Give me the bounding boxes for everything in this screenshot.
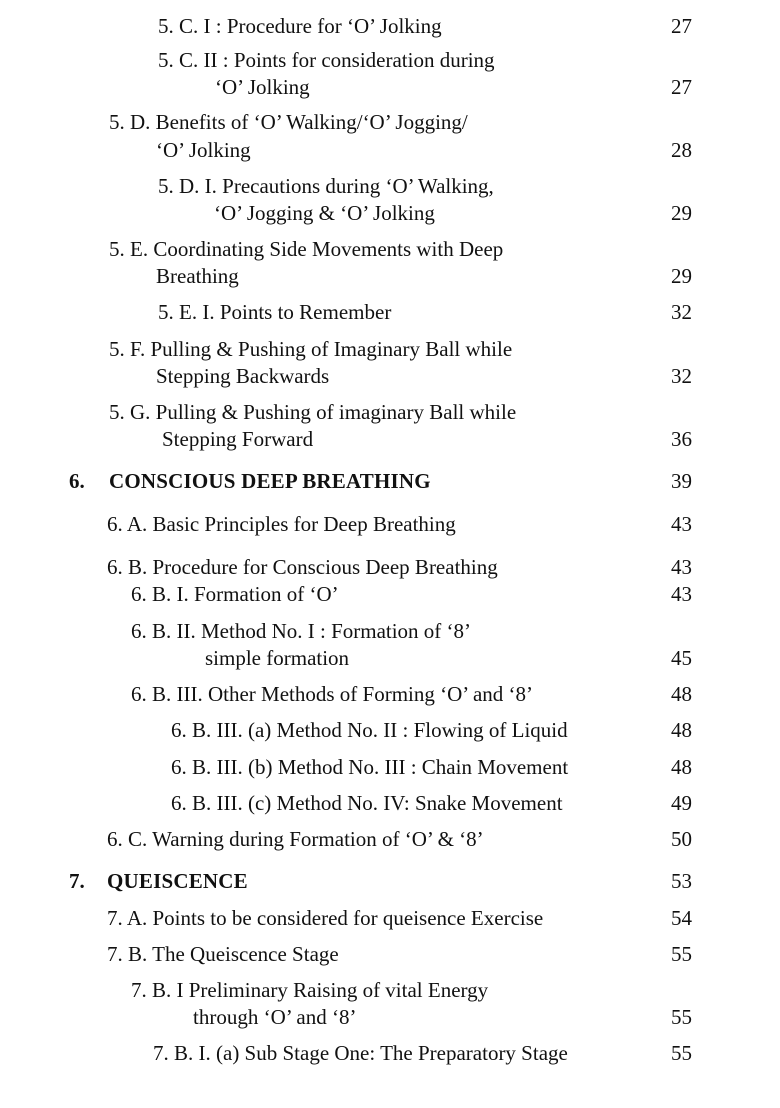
toc-entry-title-continued: ‘O’ Jogging & ‘O’ Jolking [214,201,435,225]
toc-entry-title: 7. B. The Queiscence Stage [107,942,339,966]
toc-entry-title: 6. B. II. Method No. I : Formation of ‘8’ [131,619,472,643]
toc-entry-title: 5. C. II : Points for consideration during [158,48,495,72]
toc-entry-title: 5. E. I. Points to Remember [158,300,392,324]
toc-page-number: 29 [671,201,692,225]
toc-entry-title: 6. B. Procedure for Conscious Deep Breathing [107,555,498,579]
toc-entry-title: 6. B. III. (b) Method No. III : Chain Movement [171,755,569,779]
toc-entry-title-continued: simple formation [205,646,350,670]
toc-entry-title-continued: ‘O’ Jolking [156,138,251,162]
toc-page-number: 43 [671,555,692,579]
toc-page-number: 50 [671,827,692,851]
toc-entry [109,236,503,263]
toc-entry-title-continued: Stepping Forward [162,427,314,451]
toc-entry [158,13,442,40]
toc-entry-title: 5. C. I : Procedure for ‘O’ Jolking [158,14,442,38]
toc-entry [171,790,563,817]
toc-page-number: 48 [671,682,692,706]
toc-entry [158,299,391,326]
toc-entry-title: 5. F. Pulling & Pushing of Imaginary Ball while [109,337,513,361]
toc-entry [107,905,543,932]
toc-page-number: 55 [671,1005,692,1029]
toc-page-number: 53 [671,869,692,893]
toc-entry-title-continued: Breathing [156,264,239,288]
chapter-title: QUEISCENCE [107,869,248,893]
toc-entry-title: 7. B. I. (a) Sub Stage One: The Preparatory Stage [153,1041,568,1065]
toc-entry-continuation [215,74,310,101]
toc-entry [153,1040,568,1067]
chapter-heading [109,468,431,495]
toc-page-number: 54 [671,906,692,930]
toc-page-number: 43 [671,582,692,606]
toc-entry-title: 6. B. I. Formation of ‘O’ [131,582,339,606]
toc-page-number: 43 [671,512,692,536]
toc-page-number: 49 [671,791,692,815]
toc-entry-continuation [205,645,349,672]
toc-entry [131,581,339,608]
toc-entry [131,681,533,708]
toc-entry [109,399,516,426]
chapter-number: 7. [69,869,85,893]
toc-entry-title: 5. E. Coordinating Side Movements with Deep [109,237,504,261]
toc-entry-title: 6. B. III. (c) Method No. IV: Snake Movement [171,791,563,815]
toc-page-number: 27 [671,75,692,99]
toc-page-number: 48 [671,755,692,779]
toc-entry-title: 7. A. Points to be considered for queisence Exercise [107,906,544,930]
toc-entry [107,554,498,581]
toc-entry-title: 6. C. Warning during Formation of ‘O’ & ‘8’ [107,827,484,851]
toc-entry [171,754,568,781]
toc-page-number: 32 [671,364,692,388]
toc-entry-continuation [156,363,329,390]
toc-entry-continuation [193,1004,356,1031]
toc-entry-title: 5. D. I. Precautions during ‘O’ Walking, [158,174,494,198]
toc-page-number: 55 [671,942,692,966]
toc-entry-title: 6. A. Basic Principles for Deep Breathing [107,512,456,536]
toc-entry-title: 7. B. I Preliminary Raising of vital Energy [131,978,489,1002]
toc-entry [158,47,495,74]
toc-page-number: 55 [671,1041,692,1065]
toc-entry-title: 6. B. III. (a) Method No. II : Flowing of Liquid [171,718,568,742]
toc-page-number: 45 [671,646,692,670]
chapter-heading [107,868,248,895]
toc-entry [109,336,512,363]
toc-entry [109,109,468,136]
toc-entry-title-continued: Stepping Backwards [156,364,330,388]
toc-entry-title: 6. B. III. Other Methods of Forming ‘O’ and ‘8’ [131,682,534,706]
toc-entry-continuation [162,426,313,453]
toc-entry-title-continued: ‘O’ Jolking [215,75,310,99]
toc-entry [131,618,471,645]
toc-page-number: 27 [671,14,692,38]
chapter-number: 6. [69,469,85,493]
toc-entry-continuation [156,137,251,164]
toc-page-number: 29 [671,264,692,288]
toc-page-number: 36 [671,427,692,451]
toc-entry [107,941,339,968]
toc-page-number: 28 [671,138,692,162]
toc-entry [107,826,484,853]
toc-entry [158,173,494,200]
chapter-title: CONSCIOUS DEEP BREATHING [109,469,431,493]
toc-entry-continuation [214,200,435,227]
toc-entry [171,717,568,744]
toc-entry [107,511,456,538]
toc-entry [131,977,488,1004]
toc-entry-continuation [156,263,239,290]
toc-entry-title: 5. G. Pulling & Pushing of imaginary Ball while [109,400,517,424]
toc-page-number: 39 [671,469,692,493]
toc-entry-title-continued: through ‘O’ and ‘8’ [193,1005,357,1029]
toc-page-number: 48 [671,718,692,742]
toc-entry-title: 5. D. Benefits of ‘O’ Walking/‘O’ Jogging/ [109,110,468,134]
toc-page-number: 32 [671,300,692,324]
